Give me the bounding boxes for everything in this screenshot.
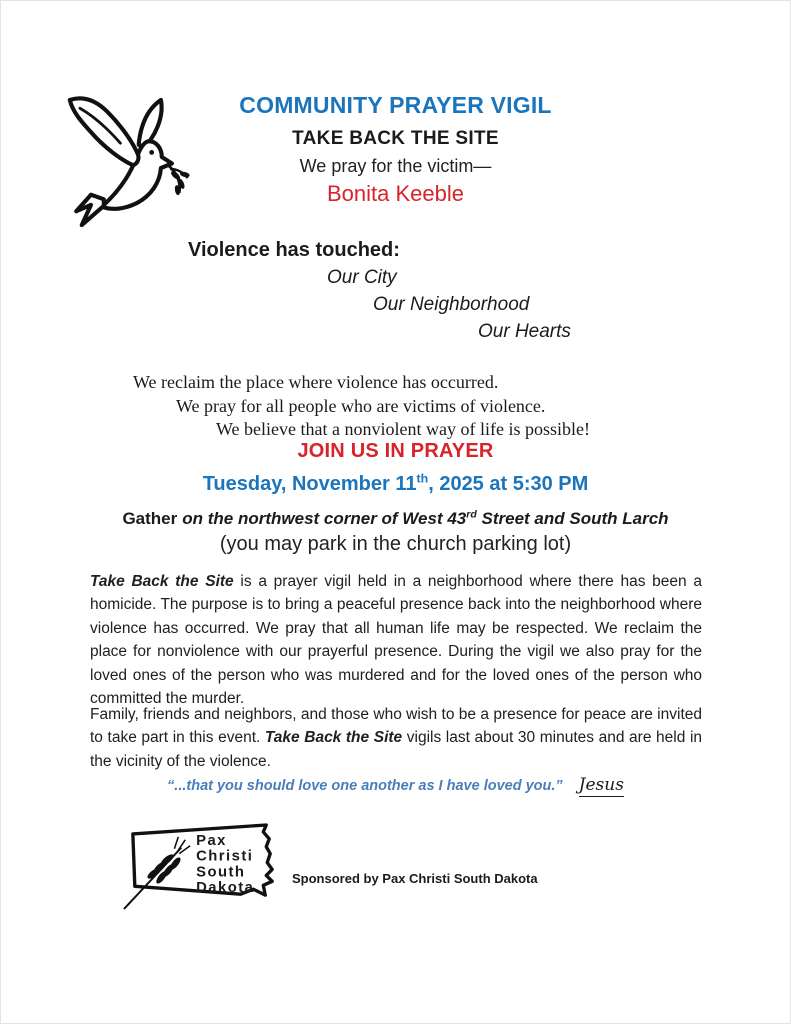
affirmation-believe: We believe that a nonviolent way of life is possible! [216, 419, 590, 439]
violence-touched-heading: Violence has touched: [188, 239, 400, 261]
page-title: COMMUNITY PRAYER VIGIL [239, 92, 552, 118]
join-us-heading: JOIN US IN PRAYER [297, 440, 494, 462]
logo-wordmark [196, 833, 254, 896]
touched-item-hearts: Our Hearts [478, 321, 571, 342]
affirmation-pray: We pray for all people who are victims of violence. [176, 396, 546, 416]
affirmation-reclaim: We reclaim the place where violence has occurred. [133, 372, 499, 392]
pax-christi-south-dakota-logo [120, 820, 288, 914]
p2-pre-text: Family, friends and neighbors, and those who wish to be a presence for peace are invited to take part in this event. [90, 706, 702, 747]
gather-location [182, 509, 668, 528]
event-date-line [0, 473, 791, 496]
parking-note: (you may park in the church parking lot) [219, 533, 572, 555]
invitation-paragraph [90, 703, 702, 773]
gather-location-line [0, 509, 791, 529]
quote-attribution: Jesus [578, 775, 624, 795]
logo-line-christi: Christi [196, 848, 254, 865]
sponsor-line: Sponsored by Pax Christi South Dakota [292, 871, 538, 886]
location-post: Street and South Larch [476, 509, 669, 528]
p1-body-text: is a prayer vigil held in a neighborhood where there has been a homicide. The purpose is to bring a peaceful presence back into the neighborhood where violence has occurred. We pray that all human life may be respected. We reclaim the place for nonviolence with our prayerful presence. During the vigil we also pray for the loved ones of the person who was murdered and for the loved ones of the person who committed the murder. [90, 573, 702, 708]
scripture-quote-line [0, 775, 791, 795]
description-paragraph [90, 570, 702, 710]
touched-item-neighborhood: Our Neighborhood [373, 294, 530, 315]
victim-name: Bonita Keeble [327, 181, 464, 206]
p2-emphasis: Take Back the Site [264, 729, 403, 747]
p1-lead-emphasis: Take Back the Site [90, 573, 234, 590]
victim-intro-line: We pray for the victim— [299, 156, 492, 176]
p2-post-text: vigils last about 30 minutes and are held in the vicinity of the violence. [90, 729, 703, 770]
gather-label: Gather [122, 509, 178, 528]
event-date-pre: Tuesday, November 11 [202, 473, 417, 495]
event-date-ordinal: th [416, 471, 429, 486]
event-date-post: , 2025 at 5:30 PM [428, 473, 589, 495]
page-subtitle: TAKE BACK THE SITE [292, 128, 499, 149]
location-pre: on the northwest corner of West 43 [182, 509, 467, 528]
logo-line-south: South [196, 864, 246, 881]
logo-line-dakota: Dakota [196, 880, 255, 897]
location-ordinal: rd [466, 508, 477, 521]
quote-text: “...that you should love one another as I have loved you.” [167, 778, 563, 794]
dove-eye [149, 150, 154, 155]
logo-line-pax: Pax [196, 832, 227, 849]
touched-item-city: Our City [327, 267, 397, 288]
